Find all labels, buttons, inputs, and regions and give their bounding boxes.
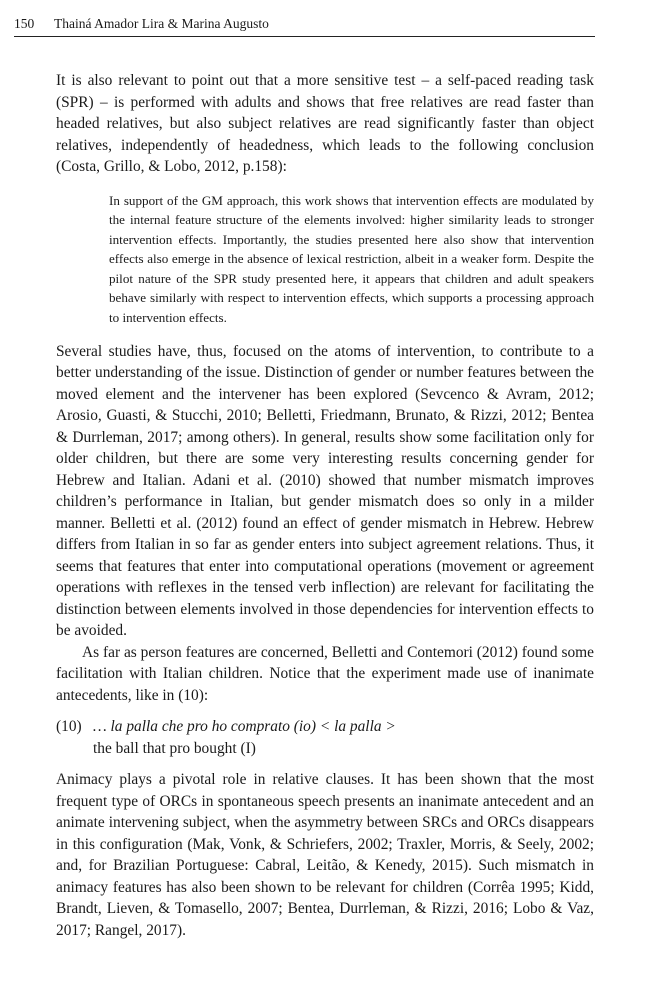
body-text xyxy=(56,70,594,941)
paragraph-3: As far as person features are concerned, Belletti and Contemori (2012) found some facilitation with Italian children. Notice that the experiment made use of inanimate antecedents, like in (10): xyxy=(56,643,594,704)
example-number: (10) xyxy=(56,718,82,736)
page-number: 150 xyxy=(14,16,35,31)
paragraph-1: It is also relevant to point out that a more sensitive test – a self-paced reading task (SPR) – is performed with adults and shows that free relatives are read faster than headed relatives, but also subject relatives are read significantly faster than object relatives, independently of headedness, which leads to the following conclusion (Costa, Grillo, & Lobo, 2012, p.158): xyxy=(56,72,594,175)
paragraph-4: Animacy plays a pivotal role in relative clauses. It has been shown that the most frequent type of ORCs in spontaneous speech presents an inanimate antecedent and an animate intervening subject, when the asymmetry between SRCs and ORCs disappears in this configuration (Mak, Vonk, & Schriefers, 2002; Traxler, Morris, & Seely, 2002; and, for Brazilian Portuguese: Cabral, Leitão, & Kenedy, 2015). Such mismatch in animacy features has also been shown to be relevant for children (Corrêa 1995; Kidd, Brandt, Lieven, & Tomasello, 2007; Bentea, Durrleman, & Rizzi, 2016; Lobo & Vaz, 2017; Rangel, 2017). xyxy=(56,771,594,939)
example-source-line: … la palla che pro ho comprato (io) < la palla > xyxy=(93,718,396,736)
example-gloss-line: the ball that pro bought (I) xyxy=(93,739,256,757)
running-header-authors: Thainá Amador Lira & Marina Augusto xyxy=(54,16,269,31)
paragraph-2: Several studies have, thus, focused on the atoms of intervention, to contribute to a better understanding of the issue. Distinction of gender or number features between the moved element and the intervener has been explored (Sevcenco & Avram, 2012; Arosio, Guasti, & Stucchi, 2010; Belletti, Friedmann, Brunato, & Rizzi, 2012; Bentea & Durrleman, 2017; among others). In general, results show some facilitation only for older children, but there are some very interesting results concerning gender for Hebrew and Italian. Adani et al. (2010) showed that number mismatch improves children’s performance in Italian, but gender mismatch does so only in a milder manner. Belletti et al. (2012) found an effect of gender mismatch in Hebrew. Hebrew differs from Italian in so far as gender enters into subject agreement relations. Thus, it seems that features that enter into computational operations (movement or agreement operations with reflexes in the tensed verb inflection) are relevant for facilitating the distinction between elements involved in those dependencies for intervention effects to be avoided. xyxy=(56,342,594,640)
block-quote: In support of the GM approach, this work shows that intervention effects are modulated by the internal feature structure of the elements involved: higher similarity leads to stronger intervention effects. Importantly, the studies presented here also show that intervention effects also emerge in the absence of lexical restriction, albeit in a weaker form. Despite the pilot nature of the SPR study presented here, it appears that children and adult speakers behave similarly with respect to intervention effects, which supports a processing approach to intervention effects. xyxy=(109,192,594,326)
example-10 xyxy=(56,716,594,759)
running-header xyxy=(14,14,595,37)
